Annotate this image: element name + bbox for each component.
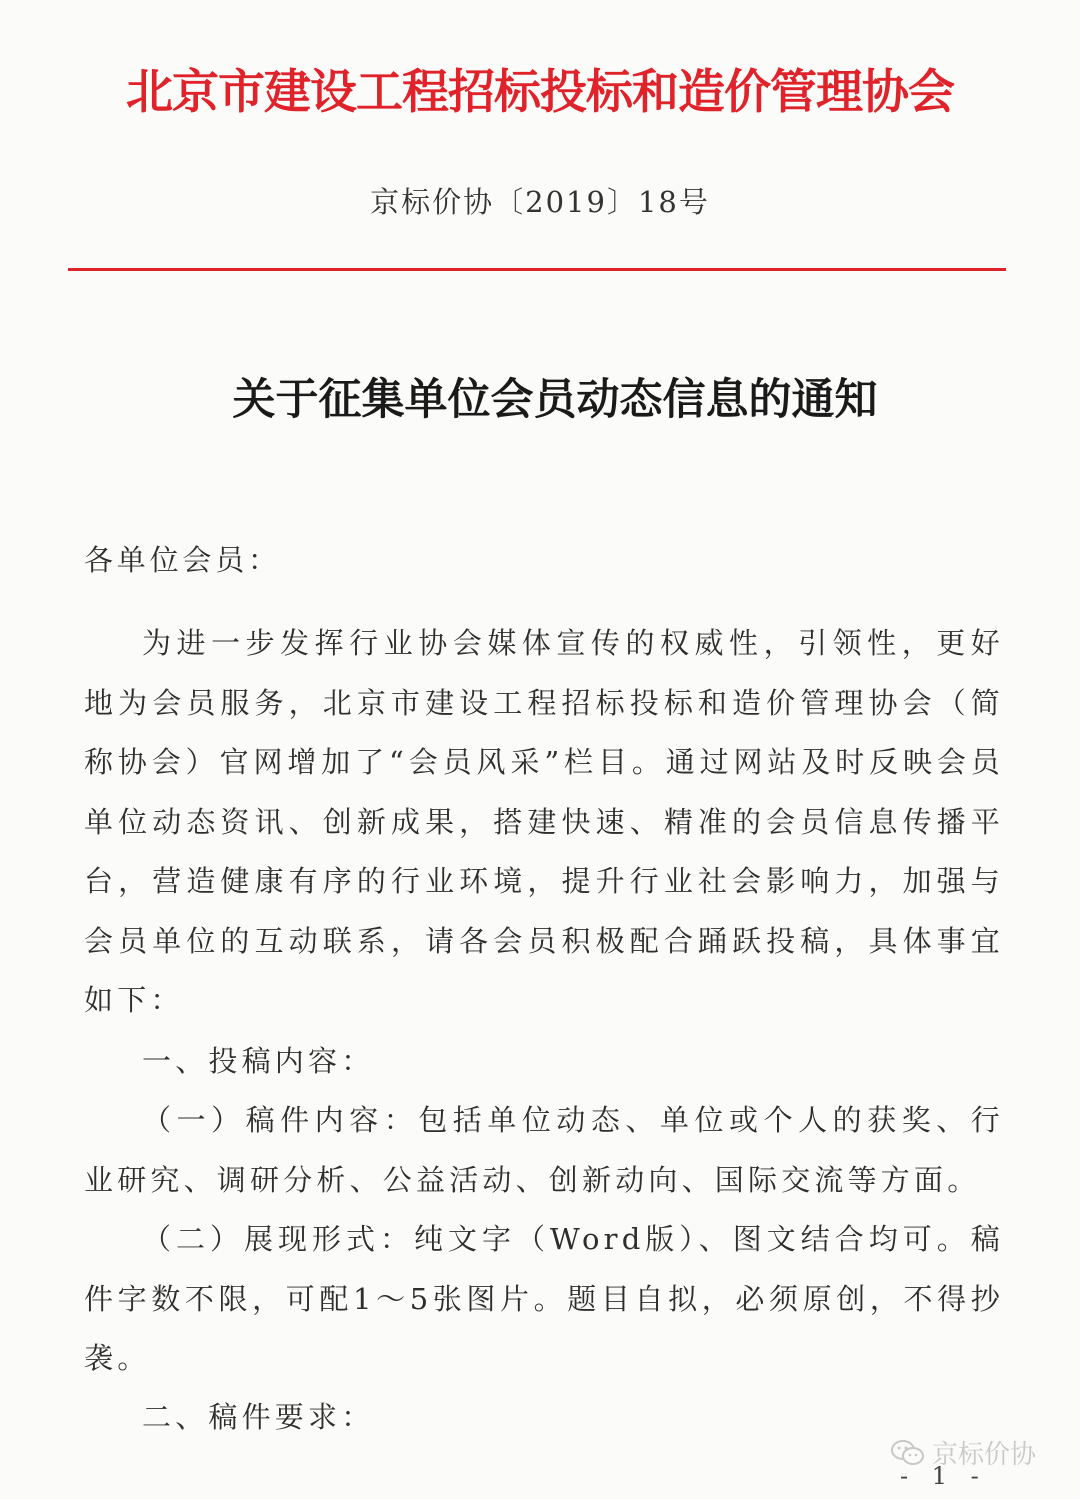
paragraph-intro: 为进一步发挥行业协会媒体宣传的权威性，引领性，更好地为会员服务，北京市建设工程招标投标和造价管理协会（简称协会）官网增加了“会员风采”栏目。通过网站及时反映会员单位动态资讯、创新成果，搭建快速、精准的会员信息传播平台，营造健康有序的行业环境，提升行业社会影响力，加强与会员单位的互动联系，请各会员积极配合踊跃投稿，具体事宜如下： — [84, 626, 1004, 1017]
section-heading-requirements: 二、稿件要求： — [142, 1400, 375, 1434]
document-number: 京标价协〔2019〕18号 — [370, 185, 710, 219]
paragraph-presentation-form: （二）展现形式：纯文字（Word版）、图文结合均可。稿件字数不限，可配1～5张图片。题目自拟，必须原创，不得抄袭。 — [84, 1222, 1004, 1375]
red-divider-line — [68, 268, 1006, 271]
page-number: - 1 - — [900, 1462, 987, 1490]
paragraph-content-scope: （一）稿件内容：包括单位动态、单位或个人的获奖、行业研究、调研分析、公益活动、创新动向、国际交流等方面。 — [84, 1103, 1004, 1197]
section-heading-content: 一、投稿内容： — [142, 1044, 375, 1078]
watermark-text: 京标价协 — [932, 1440, 1037, 1470]
document-title: 关于征集单位会员动态信息的通知 — [232, 375, 878, 425]
organization-header: 北京市建设工程招标投标和造价管理协会 — [126, 65, 954, 120]
salutation: 各单位会员： — [84, 543, 281, 577]
